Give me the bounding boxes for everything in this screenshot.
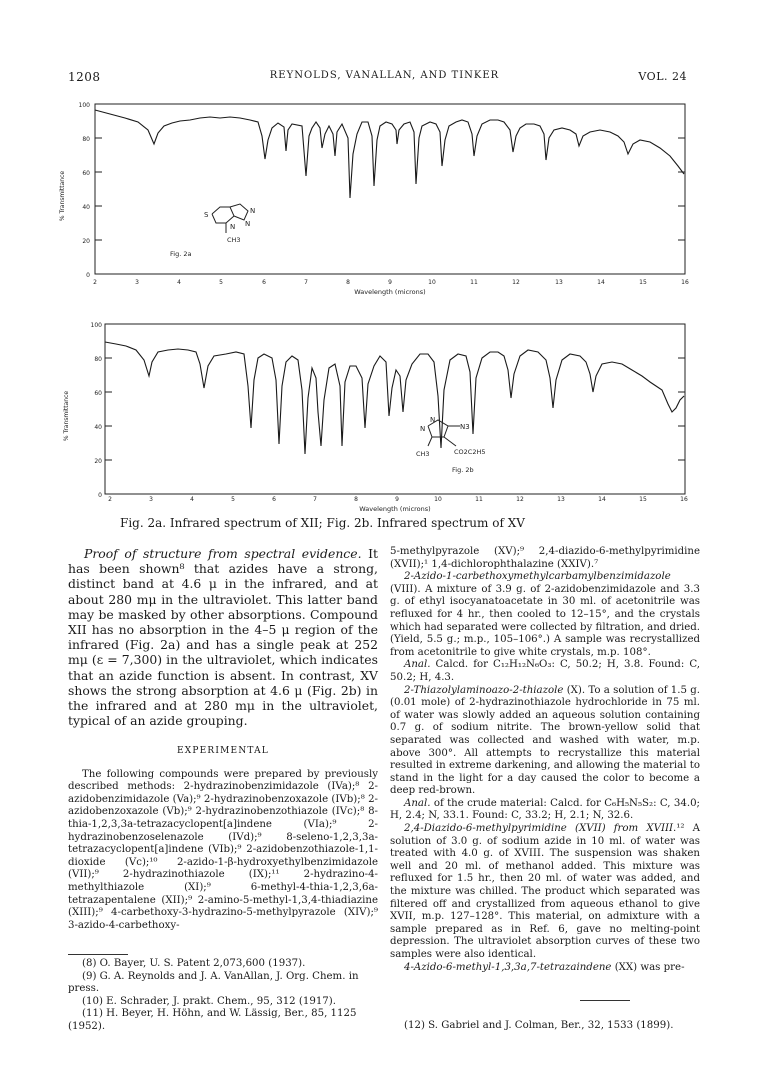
- y-axis-label: % Transmittance: [63, 390, 70, 442]
- y-tick-label: 20: [82, 238, 90, 245]
- struct-group-ester: CO2C2H5: [454, 448, 486, 456]
- paragraph-body: ¹² A solution of 3.0 g. of sodium azide in 10 ml. of water was treated with 4.0 g. of XVIII. The suspension was shaken well and 20 ml. of methanol added. This mixture was refluxed for 1.5 hr., then 20 ml. of water was added, and the mixture was chilled. The product which separated was filtered off and crystallized from aqueous ethanol to give XVII, m.p. 127–128°. This material, on admixture with a sample prepared as in Ref. 6, gave no melting-point depression. The ultraviolet absorption curves of these two samples were also identical.: [390, 823, 700, 960]
- y-tick-label: 40: [82, 204, 90, 211]
- y-axis-label: % Transmittance: [59, 170, 66, 222]
- x-tick-label: 14: [597, 279, 605, 286]
- x-tick-label: 6: [272, 496, 276, 503]
- struct-atom-n: N: [430, 416, 436, 424]
- figure-label: Fig. 2a: [170, 250, 192, 258]
- x-tick-label: 5: [219, 279, 223, 286]
- paragraph-xvii: [390, 823, 700, 962]
- y-tick-label: 0: [98, 492, 102, 499]
- paragraph-body: (XX) was pre-: [611, 961, 685, 973]
- section-heading: EXPERIMENTAL: [177, 746, 269, 757]
- x-tick-label: 13: [557, 496, 565, 503]
- plot-frame: [95, 104, 685, 274]
- paragraph-body: of the crude material: Calcd. for C₆H₅N₅S₂: C, 34.0; H, 2.4; N, 33.1. Found: C, 33.2; H, 2.1; N, 32.6.: [390, 797, 700, 822]
- y-tick-label: 80: [94, 356, 102, 363]
- ir-spectrum-fig-2b: [50, 316, 700, 516]
- paragraph-body: (X). To a solution of 1.5 g. (0.01 mole) of 2-hydrazinothiazole hydrochloride in 75 ml. of water was slowly added an aqueous solution containing 0.7 g. of sodium nitrite. The brown-yellow solid that separated was collected and washed with water, m.p. above 300°. All attempts to recrystallize this material resulted in extreme darkening, and allowing the material to stand in the light for a day caused the color to become a deep red-brown.: [390, 684, 700, 797]
- figure-caption: Fig. 2a. Infrared spectrum of XII; Fig. 2b. Infrared spectrum of XV: [120, 516, 525, 530]
- paragraph-proof: [68, 546, 378, 728]
- y-tick-label: 40: [94, 424, 102, 431]
- paragraph-compounds-cont: 5-methylpyrazole (XV);⁹ 2,4-diazido-6-methylpyrimidine (XVII);¹ 1,4-dichlorophthalazine (XXIV).⁷: [390, 546, 700, 570]
- footnote-rule: [68, 954, 128, 955]
- struct-atom-s: S: [204, 211, 209, 219]
- y-tick-label: 60: [82, 170, 90, 177]
- y-tick-label: 100: [78, 102, 90, 109]
- x-tick-label: 6: [262, 279, 266, 286]
- spectrum-trace: [95, 110, 684, 198]
- x-tick-label: 12: [516, 496, 524, 503]
- paragraph-viii: [390, 571, 700, 659]
- paragraph-anal-x: [390, 798, 700, 823]
- x-tick-label: 2: [108, 496, 112, 503]
- y-tick-marks: [95, 104, 685, 240]
- x-tick-label: 10: [434, 496, 442, 503]
- x-tick-label: 7: [304, 279, 308, 286]
- x-axis-label: Wavelength (microns): [359, 505, 431, 513]
- right-footnote: (12) S. Gabriel and J. Colman, Ber., 32, 1533 (1899).: [404, 1020, 674, 1031]
- left-footnotes: [68, 958, 378, 1034]
- y-tick-label: 20: [94, 458, 102, 465]
- paragraph-heading: Anal.: [404, 659, 431, 671]
- paragraph-x: [390, 685, 700, 798]
- paragraph-compounds: The following compounds were prepared by previously described methods: 2-hydrazinobenzimidazole (IVa);⁸ 2-azidobenzimidazole (Va);⁹ 2-hydrazinobenzoxazole (IVb);⁸ 2-azidobenzoxazole (Vb);⁹ 2-hydrazinobenzothiazole (IVc);⁸ 8-thia-1,2,3,3a-tetrazacyclopent[a]indene (VIa);⁹ 2-hydrazinobenzoselenazole (IVd);⁹ 8-seleno-1,2,3,3a-tetrazacyclopent[a]indene (VIb);⁹ 2-azidobenzothiazole-1,1-dioxide (Vc);¹⁰ 2-azido-1-β-hydroxyethylbenzimidazole (VII);⁹ 2-hydrazinothiazole (IX);¹¹ 2-hydrazino-4-methylthiazole (XI);⁹ 6-methyl-4-thia-1,2,3,6a-tetrazapentalene (XII);⁹ 2-amino-5-methyl-1,3,4-thiadiazine (XIII);⁹ 4-carbethoxy-3-hydrazino-5-methylpyrazole (XIV);⁹ 3-azido-4-carbethoxy-: [68, 768, 378, 931]
- x-tick-label: 15: [639, 279, 647, 286]
- footnote: (11) H. Beyer, H. Höhn, and W. Lässig, Ber., 85, 1125 (1952).: [68, 1008, 357, 1032]
- x-tick-label: 3: [135, 279, 139, 286]
- footnote: (8) O. Bayer, U. S. Patent 2,073,600 (1937).: [82, 958, 306, 969]
- paragraph-xx: [390, 962, 700, 975]
- x-tick-label: 12: [512, 279, 520, 286]
- x-tick-label: 2: [93, 279, 97, 286]
- y-tick-label: 80: [82, 136, 90, 143]
- y-tick-label: 60: [94, 390, 102, 397]
- page-number: 1208: [68, 70, 101, 84]
- paragraph-heading: 2-Thiazolylaminoazo-2-thiazole: [404, 684, 564, 696]
- paragraph-body: (VIII). A mixture of 3.9 g. of 2-azidobenzimidazole and 3.3 g. of ethyl isocyanatoacetate in 30 ml. of acetonitrile was refluxed for 4 hr., then cooled to 12–15°, and the crystals which had separated were collected by filtration, and dried. (Yield, 5.5 g.; m.p., 105–106°.) A sample was recrystallized from acetonitrile to give white crystals, m.p. 108°.: [390, 583, 700, 658]
- struct-atom-n: N: [250, 207, 256, 215]
- left-column: [68, 546, 378, 932]
- volume-label: VOL. 24: [638, 70, 687, 83]
- x-tick-label: 11: [475, 496, 483, 503]
- struct-group-ch3: CH3: [227, 236, 241, 244]
- paragraph-heading: Proof of structure from spectral evidence.: [84, 546, 362, 561]
- paragraph-heading: Anal.: [404, 797, 431, 809]
- x-tick-label: 4: [177, 279, 181, 286]
- y-tick-label: 0: [86, 272, 90, 279]
- x-axis-label: Wavelength (microns): [354, 288, 426, 296]
- spectrum-trace: [105, 342, 684, 454]
- x-tick-label: 9: [395, 496, 399, 503]
- x-tick-label: 8: [346, 279, 350, 286]
- paragraph-heading: 2,4-Diazido-6-methylpyrimidine (XVII) from XVIII.: [404, 823, 677, 835]
- plot-frame: [105, 324, 685, 494]
- struct-atom-n: N: [230, 223, 236, 231]
- x-tick-label: 16: [680, 496, 688, 503]
- y-tick-label: 100: [90, 322, 102, 329]
- x-tick-label: 15: [639, 496, 647, 503]
- paragraph-heading: 2-Azido-1-carbethoxymethylcarbamylbenzimidazole: [404, 571, 671, 583]
- paragraph-anal-viii: [390, 659, 700, 684]
- x-tick-label: 10: [428, 279, 436, 286]
- footnote: (10) E. Schrader, J. prakt. Chem., 95, 312 (1917).: [82, 995, 337, 1007]
- x-tick-label: 8: [354, 496, 358, 503]
- footnote-rule: [580, 1000, 630, 1001]
- figure-label: Fig. 2b: [452, 466, 474, 474]
- struct-group-n3: N3: [460, 423, 470, 431]
- paragraph-body: It has been shown⁸ that azides have a strong, distinct band at 4.6 μ in the infrared, and at about 280 mμ in the ultraviolet. This latter band may be masked by other absorptions. Compound XII has no absorption in the 4–5 μ region of the infrared (Fig. 2a) and has a single peak at 252 mμ (ε = 7,300) in the ultraviolet, which indicates that an azide function is absent. In contrast, XV shows the strong absorption at 4.6 μ (Fig. 2b) in the infrared and at 280 mμ in the ultraviolet, typical of an azide grouping.: [68, 546, 379, 729]
- struct-atom-n: N: [245, 220, 251, 228]
- x-tick-label: 16: [681, 279, 689, 286]
- paragraph-body: Calcd. for C₁₂H₁₂N₆O₃: C, 50.2; H, 3.8. Found: C, 50.2; H, 4.3.: [390, 659, 700, 683]
- x-tick-label: 7: [313, 496, 317, 503]
- footnote: (9) G. A. Reynolds and J. A. VanAllan, J. Org. Chem. in press.: [68, 970, 359, 995]
- ir-spectrum-fig-2a: [50, 96, 700, 311]
- struct-group-ch3: CH3: [416, 450, 430, 458]
- x-tick-label: 4: [190, 496, 194, 503]
- x-tick-label: 3: [149, 496, 153, 503]
- x-tick-label: 11: [470, 279, 478, 286]
- x-tick-label: 5: [231, 496, 235, 503]
- running-head: REYNOLDS, VANALLAN, AND TINKER: [269, 70, 500, 81]
- paragraph-heading: 4-Azido-6-methyl-1,3,3a,7-tetrazaindene: [404, 961, 612, 973]
- x-tick-label: 14: [598, 496, 606, 503]
- struct-atom-n: N: [420, 425, 426, 433]
- x-tick-label: 9: [388, 279, 392, 286]
- right-column: [390, 546, 700, 974]
- x-tick-label: 13: [555, 279, 563, 286]
